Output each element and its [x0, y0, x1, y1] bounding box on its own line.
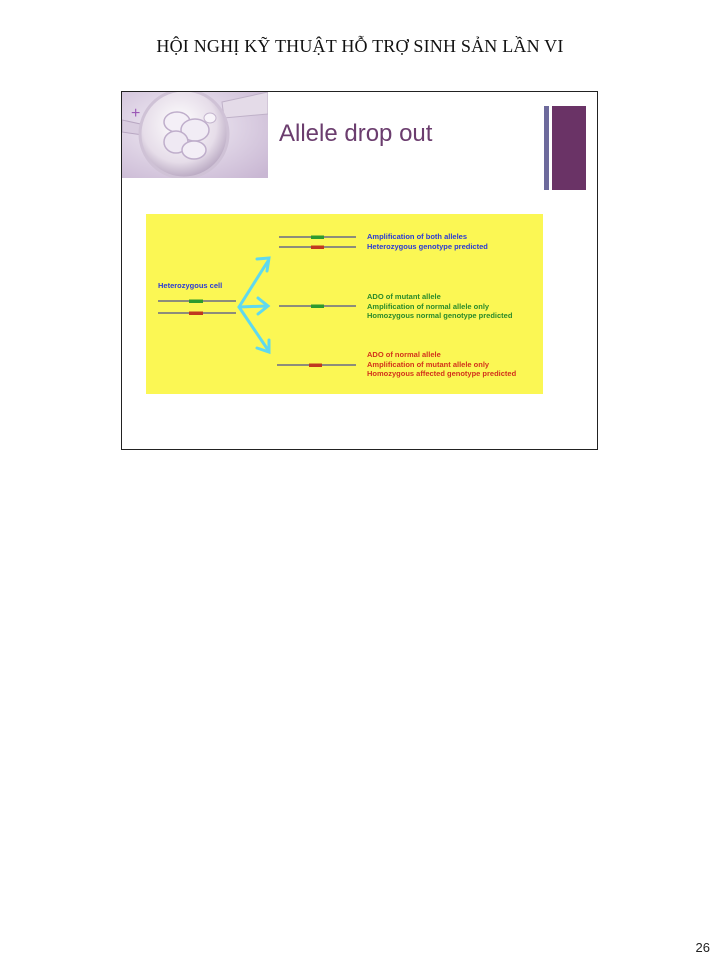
outcome-label-1: [367, 232, 488, 251]
outcome-label-2: [367, 292, 512, 321]
outcome-1-line-2: Heterozygous genotype predicted: [367, 241, 488, 251]
arrow-up: [239, 261, 268, 307]
outcome-mutant-only: [277, 364, 356, 368]
plus-mark: +: [131, 105, 141, 122]
accent-bar: [544, 106, 549, 190]
outcome-2-line-1: ADO of mutant allele: [367, 292, 441, 301]
outcome-both-alleles: [279, 236, 356, 250]
page-number: 26: [695, 940, 710, 955]
arrow-down: [239, 307, 268, 350]
outcome-1-line-1: Amplification of both alleles: [367, 232, 468, 241]
outcome-normal-only: [279, 305, 356, 309]
outcome-2-line-3: Homozygous normal genotype predicted: [367, 311, 513, 320]
source-chromosome-pair: [158, 300, 236, 316]
heterozygous-cell-label: Heterozygous cell: [158, 281, 223, 290]
page-header: HỘI NGHỊ KỸ THUẬT HỖ TRỢ SINH SẢN LẦN VI: [156, 36, 564, 56]
arrows: [239, 258, 269, 352]
outcome-3-line-3: Homozygous affected genotype predicted: [367, 369, 517, 378]
outcome-3-line-2: Amplification of mutant allele only: [367, 359, 490, 369]
arrow-middle: [239, 306, 267, 307]
embryo-cell-image: [122, 92, 268, 178]
slide: [121, 91, 598, 450]
outcome-3-line-1: ADO of normal allele: [367, 350, 441, 359]
outcome-label-3: [367, 350, 516, 379]
slide-title: Allele drop out: [279, 120, 433, 147]
accent-block: [552, 106, 586, 190]
outcome-2-line-2: Amplification of normal allele only: [367, 301, 490, 311]
allele-dropout-diagram: [146, 214, 543, 394]
